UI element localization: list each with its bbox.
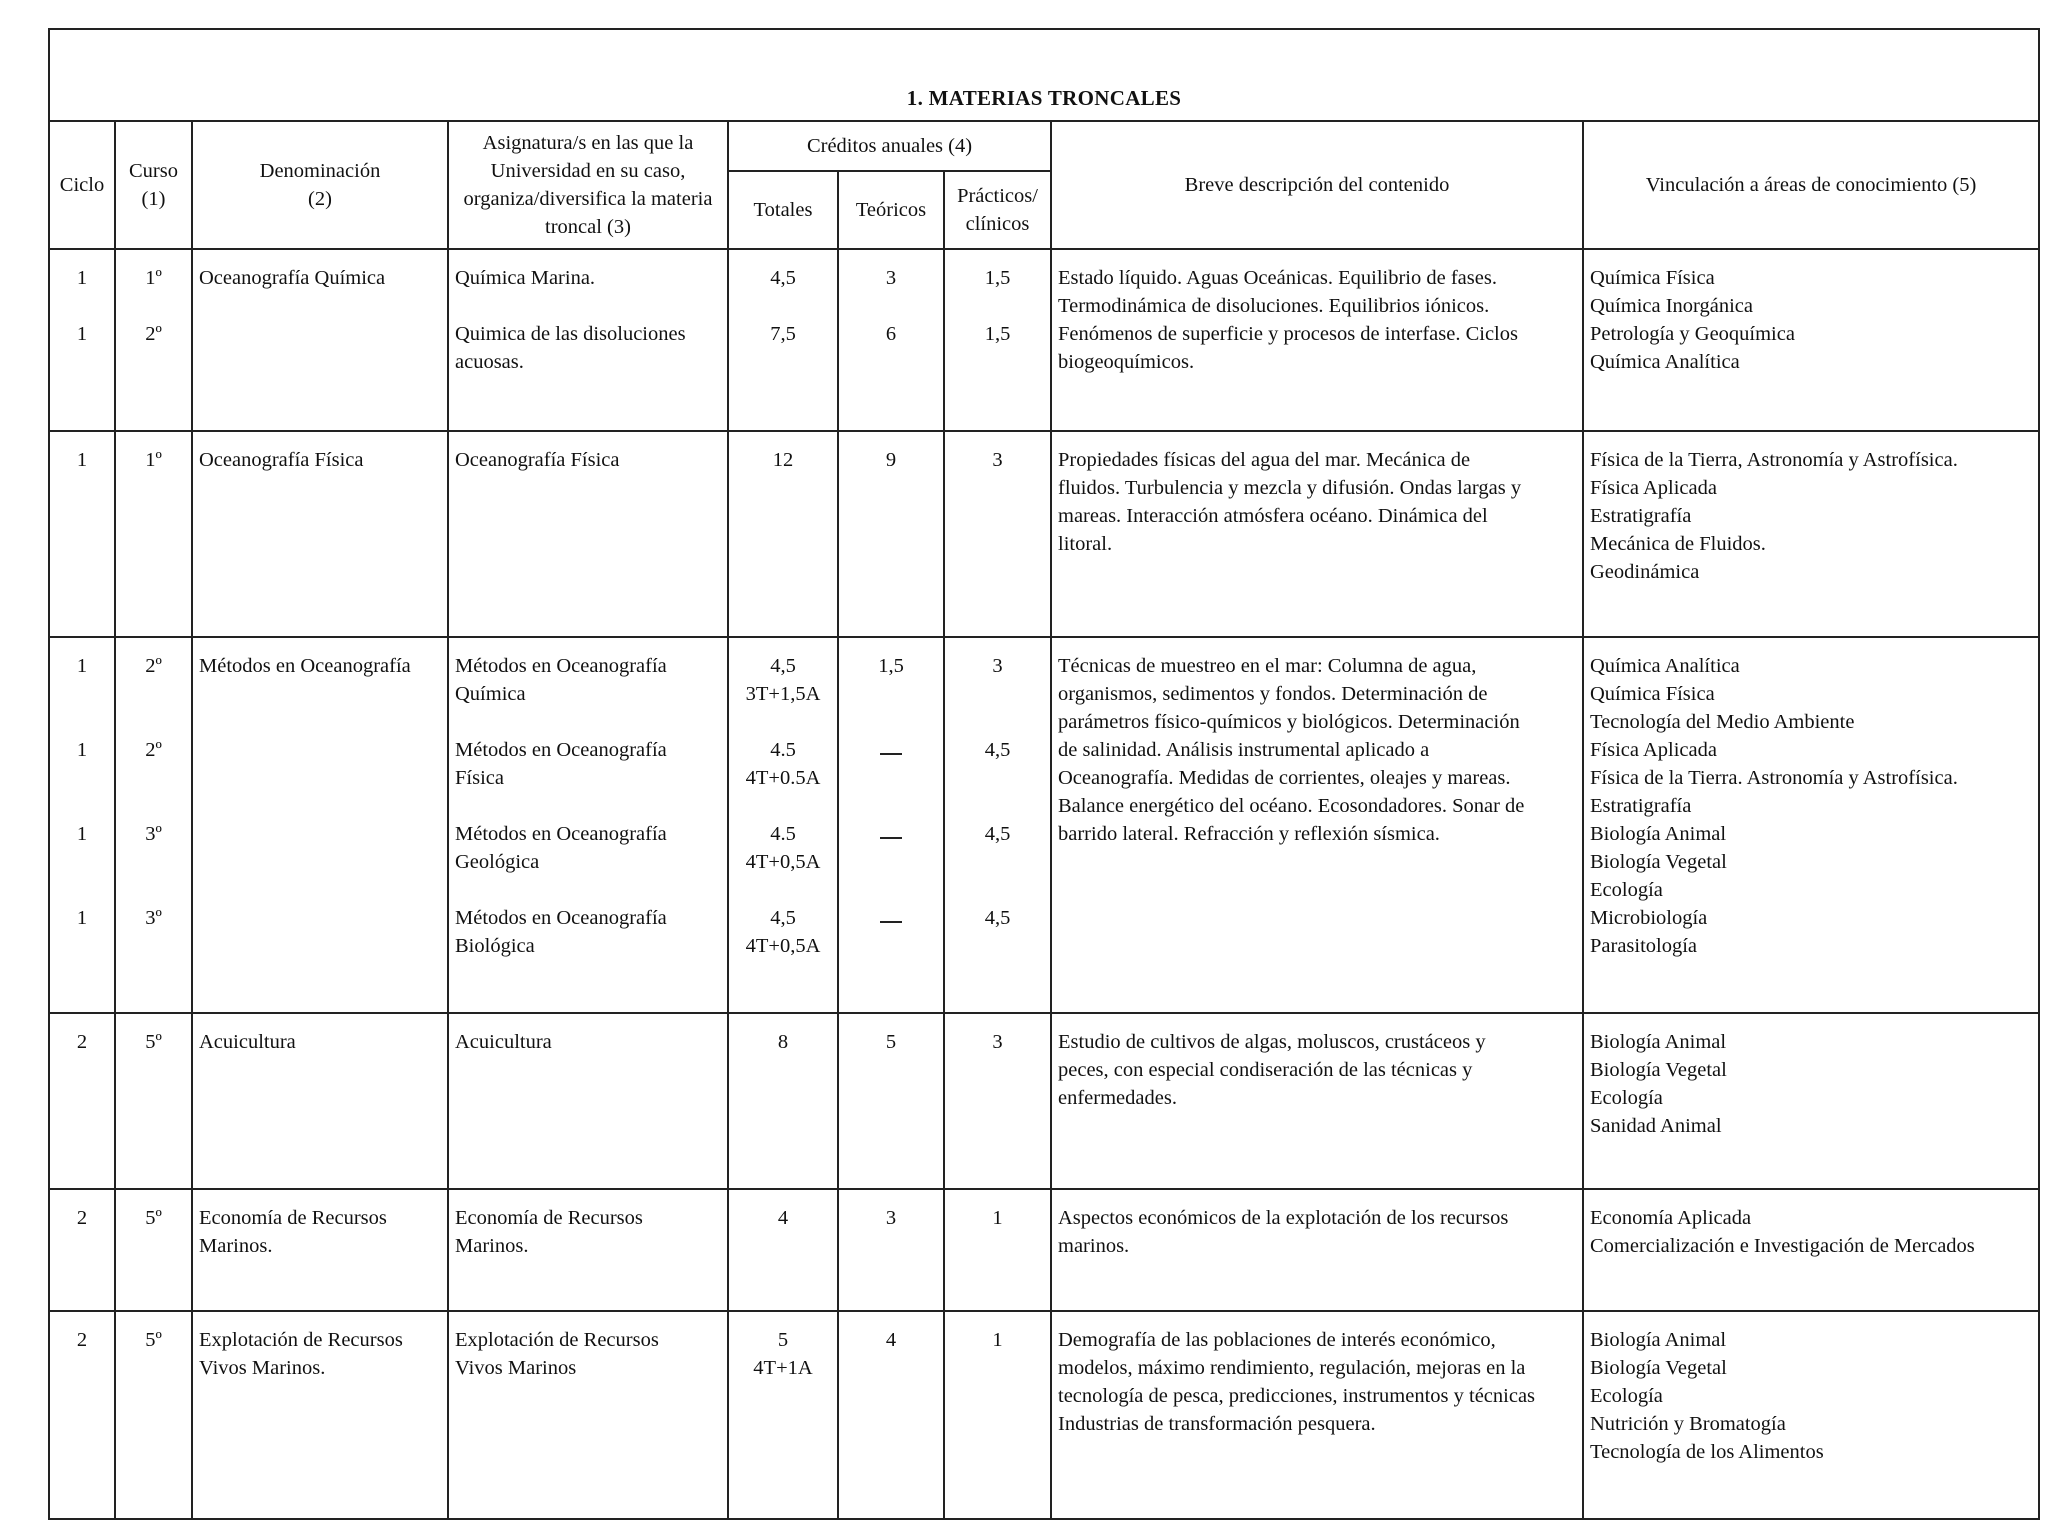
asignatura-cell: Métodos en Oceanografía Química Métodos en Oceanografía Física Métodos en Oceanografía Geológica Métodos en Oceanografía Biológica bbox=[448, 637, 728, 1013]
practicos-cell: 3 bbox=[944, 431, 1051, 637]
practicos-cell: 1 bbox=[944, 1189, 1051, 1311]
vinculacion-cell: Biología Animal Biología Vegetal Ecología Sanidad Animal bbox=[1583, 1013, 2039, 1189]
asignatura-cell: Economía de Recursos Marinos. bbox=[448, 1189, 728, 1311]
table-row bbox=[49, 637, 2039, 1013]
header-descripcion: Breve descripción del contenido bbox=[1051, 121, 1583, 249]
header-ciclo: Ciclo bbox=[49, 121, 115, 249]
denominacion-cell: Explotación de Recursos Vivos Marinos. bbox=[192, 1311, 448, 1519]
header-totales: Totales bbox=[728, 171, 838, 249]
header-curso: Curso (1) bbox=[115, 121, 192, 249]
descripcion-cell: Estudio de cultivos de algas, moluscos, crustáceos y peces, con especial condiseración de las técnicas y enfermedades. bbox=[1051, 1013, 1583, 1189]
teoricos-cell: 3 bbox=[838, 1189, 944, 1311]
vinculacion-cell: Economía Aplicada Comercialización e Investigación de Mercados bbox=[1583, 1189, 2039, 1311]
dash-mark bbox=[839, 736, 943, 764]
descripcion-cell: Propiedades físicas del agua del mar. Mecánica de fluidos. Turbulencia y mezcla y difusión. Ondas largas y mareas. Interacción atmósfera océano. Dinámica del litoral. bbox=[1051, 431, 1583, 637]
totales-cell: 8 bbox=[728, 1013, 838, 1189]
document-page bbox=[48, 28, 2038, 1520]
ciclo-cell: 2 bbox=[49, 1189, 115, 1311]
teoricos-cell: 1,5 bbox=[838, 637, 944, 1013]
ciclo-cell: 1 bbox=[49, 431, 115, 637]
totales-cell: 5 4T+1A bbox=[728, 1311, 838, 1519]
denominacion-cell: Economía de Recursos Marinos. bbox=[192, 1189, 448, 1311]
materias-troncales-table bbox=[48, 28, 2040, 1520]
descripcion-cell: Estado líquido. Aguas Oceánicas. Equilibrio de fases. Termodinámica de disoluciones. Equilibrios iónicos. Fenómenos de superficie y procesos de interfase. Ciclos biogeoquímicos. bbox=[1051, 249, 1583, 431]
denominacion-cell: Oceanografía Química bbox=[192, 249, 448, 431]
table-title: 1. MATERIAS TRONCALES bbox=[906, 86, 1182, 110]
curso-cell: 2º 2º 3º 3º bbox=[115, 637, 192, 1013]
header-practicos: Prácticos/ clínicos bbox=[944, 171, 1051, 249]
table-row bbox=[49, 249, 2039, 431]
table-row bbox=[49, 1013, 2039, 1189]
header-vinculacion: Vinculación a áreas de conocimiento (5) bbox=[1583, 121, 2039, 249]
practicos-cell: 1,5 1,5 bbox=[944, 249, 1051, 431]
practicos-cell: 3 4,5 4,5 4,5 bbox=[944, 637, 1051, 1013]
vinculacion-cell: Física de la Tierra, Astronomía y Astrofísica. Física Aplicada Estratigrafía Mecánica de Fluidos. Geodinámica bbox=[1583, 431, 2039, 637]
denominacion-cell: Métodos en Oceanografía bbox=[192, 637, 448, 1013]
curso-cell: 5º bbox=[115, 1189, 192, 1311]
descripcion-cell: Demografía de las poblaciones de interés económico, modelos, máximo rendimiento, regulación, mejoras en la tecnología de pesca, predicciones, instrumentos y técnicas Industrias de transformación pesquera. bbox=[1051, 1311, 1583, 1519]
denominacion-cell: Oceanografía Física bbox=[192, 431, 448, 637]
totales-cell: 4 bbox=[728, 1189, 838, 1311]
vinculacion-cell: Biología Animal Biología Vegetal Ecología Nutrición y Bromatogía Tecnología de los Alimentos bbox=[1583, 1311, 2039, 1519]
teoricos-cell: 5 bbox=[838, 1013, 944, 1189]
header-teoricos: Teóricos bbox=[838, 171, 944, 249]
practicos-cell: 3 bbox=[944, 1013, 1051, 1189]
curso-cell: 5º bbox=[115, 1013, 192, 1189]
dash-mark bbox=[839, 820, 943, 848]
header-asignatura: Asignatura/s en las que la Universidad en su caso, organiza/diversifica la materia troncal (3) bbox=[448, 121, 728, 249]
teoricos-cell: 9 bbox=[838, 431, 944, 637]
ciclo-cell: 2 bbox=[49, 1013, 115, 1189]
ciclo-cell: 2 bbox=[49, 1311, 115, 1519]
table-row bbox=[49, 1311, 2039, 1519]
header-creditos: Créditos anuales (4) bbox=[728, 121, 1051, 171]
teoricos-cell: 3 6 bbox=[838, 249, 944, 431]
dash-mark bbox=[839, 904, 943, 932]
asignatura-cell: Oceanografía Física bbox=[448, 431, 728, 637]
ciclo-cell: 1 1 1 1 bbox=[49, 637, 115, 1013]
curso-cell: 1º bbox=[115, 431, 192, 637]
totales-cell: 4,5 3T+1,5A 4.5 4T+0.5A 4.5 4T+0,5A 4,5 4T+0,5A bbox=[728, 637, 838, 1013]
asignatura-cell: Explotación de Recursos Vivos Marinos bbox=[448, 1311, 728, 1519]
curso-cell: 1º 2º bbox=[115, 249, 192, 431]
practicos-cell: 1 bbox=[944, 1311, 1051, 1519]
descripcion-cell: Aspectos económicos de la explotación de los recursos marinos. bbox=[1051, 1189, 1583, 1311]
denominacion-cell: Acuicultura bbox=[192, 1013, 448, 1189]
table-row bbox=[49, 1189, 2039, 1311]
asignatura-cell: Química Marina. Quimica de las disoluciones acuosas. bbox=[448, 249, 728, 431]
descripcion-cell: Técnicas de muestreo en el mar: Columna de agua, organismos, sedimentos y fondos. Determinación de parámetros físico-químicos y biológicos. Determinación de salinidad. Análisis instrumental aplicado a Oceanografía. Medidas de corrientes, oleajes y mareas. Balance energético del océano. Ecosondadores. Sonar de barrido lateral. Refracción y reflexión sísmica. bbox=[1051, 637, 1583, 1013]
totales-cell: 4,5 7,5 bbox=[728, 249, 838, 431]
asignatura-cell: Acuicultura bbox=[448, 1013, 728, 1189]
table-title-cell bbox=[49, 29, 2039, 121]
table-row bbox=[49, 431, 2039, 637]
ciclo-cell: 1 1 bbox=[49, 249, 115, 431]
curso-cell: 5º bbox=[115, 1311, 192, 1519]
vinculacion-cell: Química Analítica Química Física Tecnología del Medio Ambiente Física Aplicada Física de la Tierra. Astronomía y Astrofísica. Estratigrafía Biología Animal Biología Vegetal Ecología Microbiología Parasitología bbox=[1583, 637, 2039, 1013]
header-denominacion: Denominación (2) bbox=[192, 121, 448, 249]
totales-cell: 12 bbox=[728, 431, 838, 637]
teoricos-cell: 4 bbox=[838, 1311, 944, 1519]
vinculacion-cell: Química Física Química Inorgánica Petrología y Geoquímica Química Analítica bbox=[1583, 249, 2039, 431]
